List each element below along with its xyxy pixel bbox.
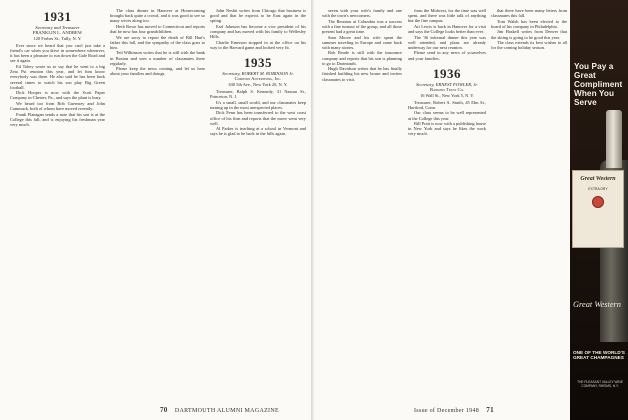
right-footer	[414, 406, 494, 415]
bottle-label	[572, 170, 624, 248]
officer-address: 16 Wall St., New York 5, N. Y.	[420, 92, 474, 98]
publication-name: DARTMOUTH ALUMNI MAGAZINE	[174, 408, 279, 414]
paragraph: Tom Walsh has been elected to the board of his company in Philadelphia.	[491, 18, 567, 29]
paragraph: The class extends its best wishes to all for the coming holiday season.	[491, 40, 567, 51]
paragraph: The class dinner in Hanover at Homecoming brought back quite a crowd, and it was good to see so many wives along too.	[110, 8, 205, 24]
paragraph: Earl Johnson has become a vice president of his company and has moved with his family to Wellesley Hills.	[210, 23, 306, 40]
ad-caption: ONE OF THE WORLD'S GREAT CHAMPAGNES	[573, 350, 625, 361]
column-2	[110, 8, 205, 77]
paragraph: Please send in any news of yourselves and your families.	[408, 50, 486, 61]
officer-name: Compton Advertising, Inc.	[234, 76, 282, 82]
paragraph: Al Parker is teaching at a school in Vermont and says he is glad to be back in the hills again.	[210, 126, 306, 137]
column-1	[10, 8, 105, 127]
ad-footer: THE PLEASANT VALLEY WINE COMPANY, RHEIMS, N.Y.	[577, 380, 623, 388]
paragraph: Charlie Emerson stopped in at the office on his way to the Harvard game and looked very fit.	[210, 39, 306, 50]
officer-address: 630 5th Ave., New York 20, N. Y.	[228, 81, 288, 87]
paragraph: Frank Flanagan sends a note that his son is at the College this fall, and is enjoying his freshman year very much.	[10, 111, 105, 127]
champagne-advertisement	[570, 0, 628, 420]
paragraph: Bill Pratt is now with a publishing house in New York and says he likes the work very much.	[408, 121, 486, 137]
officer-title: Secretary and Treasurer	[35, 25, 80, 30]
paragraph: Dick Fenn has been transferred to the west coast office of his firm and reports that the move went very well.	[210, 110, 306, 126]
paragraph: that there have been many letters from classmates this fall.	[491, 8, 567, 19]
paragraph: Treasurer, Robert A. Smith, 45 Elm St., Hartford, Conn.	[408, 99, 486, 110]
column-3	[210, 8, 306, 137]
paragraph: John Nesbit writes from Chicago that business is good and that he expects to be East again in the spring.	[210, 8, 306, 24]
class-year-heading: 1931	[43, 9, 72, 24]
label-brand: Great Western	[580, 176, 616, 182]
page-number: 71	[486, 406, 494, 414]
page-number: 70	[160, 406, 168, 414]
officer-address: 120 Forbes St., Tully, N. Y.	[33, 35, 82, 41]
column-6	[491, 8, 567, 51]
column-4	[322, 8, 402, 82]
paragraph: Hugh Davidson writes that he has finally finished building his new house and invites classmates to visit.	[322, 66, 402, 82]
paragraph: Treasurer, Ralph S. Kennedy, 31 Nassau St., Princeton, N. J.	[210, 89, 306, 100]
paragraph: We are sorry to report the death of Bill Hart's father this fall, and the sympathy of the class goes to him.	[110, 34, 205, 50]
paragraph: from the Midwest, for the time was well spent, and there was little talk of anything but the fine campus.	[408, 8, 486, 24]
officer-title: Secretary, ERNEST FOWLER, Jr.	[416, 81, 478, 87]
issue-date: Issue of December 1948	[414, 408, 480, 414]
paragraph: We heard too from Bob Guernsey and John Cammack, both of whom have moved recently.	[10, 100, 105, 112]
paragraph: It's a small, small world, and our classmates keep turning up in the most unexpected places.	[210, 99, 306, 110]
label-subtitle: EXTRA DRY	[588, 186, 608, 191]
officer-name: Bankers Trust Co.	[429, 87, 465, 93]
paragraph: Jim Haskell writes from Denver that the skiing is going to be good this year.	[491, 29, 567, 40]
seal-icon	[592, 196, 604, 208]
paragraph: The Reunion at Columbia was a success with a fine turnout of the group, and all those present had a great time.	[322, 18, 402, 35]
class-year-heading: 1936	[433, 65, 461, 81]
paragraph: Dick Hooper is now with the Scott Paper Company in Chester, Pa., and says the plant is busy.	[10, 90, 105, 101]
paragraph: Our class seems to be well represented at the College this year.	[408, 110, 486, 121]
class-year-heading: 1935	[244, 55, 272, 71]
officer-name: FRANKLIN L. ANDREW	[32, 30, 83, 36]
ad-script-brand: Great Western	[573, 300, 621, 309]
left-footer	[160, 406, 279, 415]
paragraph: Ever since we heard that you can't just take a friend's car when you drive in somewhere whenever, it has been a pleasure to run down the Gale Road and see it again.	[10, 43, 105, 64]
column-5	[408, 8, 486, 137]
paragraph: Please keep the news coming, and let us hear about your families and doings.	[110, 66, 205, 77]
ad-headline: You Pay a Great Compliment When You Serve	[574, 62, 623, 107]
paragraph: Bob Reade is still with the insurance company and reports that his son is planning to go to Dartmouth.	[322, 50, 402, 66]
paragraph: Herb Rowe has moved to Connecticut and reports that he now has four grandchildren.	[110, 23, 205, 35]
paragraph: Ted Wilkinson writes that he is still with the bank in Boston and sees a number of classmates there regularly.	[110, 50, 205, 66]
paragraph: Stan Moore and his wife spent the summer traveling in Europe and came back with many stories.	[322, 34, 402, 50]
paragraph: seven with your wife's family and one with the town's newcomers.	[322, 8, 402, 19]
bottle-neck	[606, 110, 622, 168]
paragraph: Art Lewis is back in Hanover for a visit and says the College looks better than ever.	[408, 23, 486, 35]
paragraph: The '36 informal dinner this year was well attended, and plans are already underway for our next reunion.	[408, 34, 486, 50]
paragraph: Ed Tobey wrote us to say that he went to a big Zeta Psi reunion this year, and let him know everybody was there. He also said he has been back several times to watch his son play Big Green football.	[10, 64, 105, 90]
officer-title: Secretary, ROBERT M. ROBINSON Jr.	[222, 71, 294, 77]
